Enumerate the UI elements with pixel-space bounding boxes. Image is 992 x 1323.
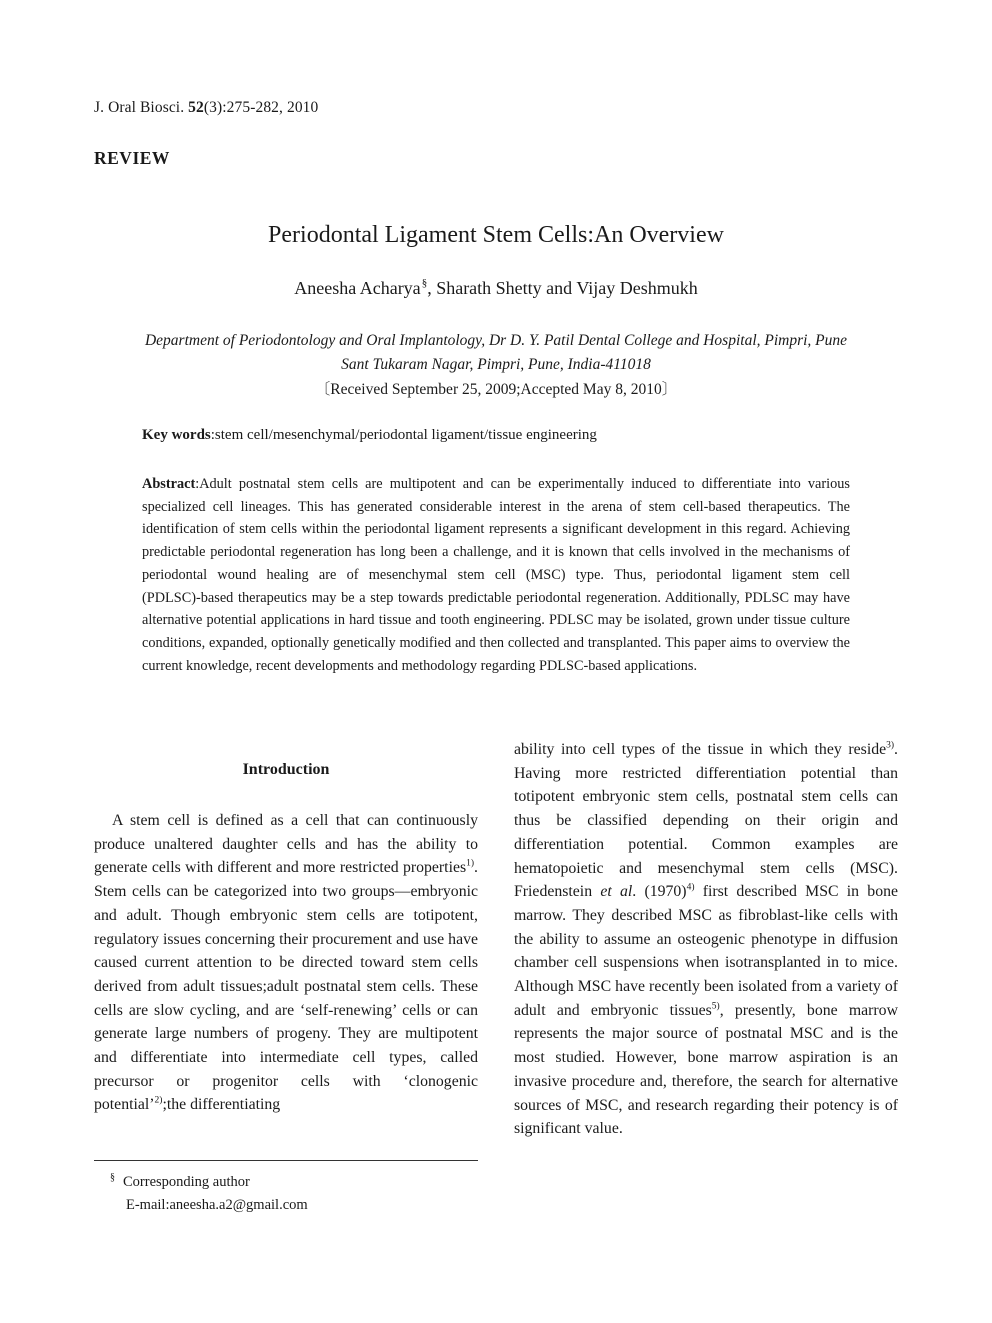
footnote-line-2 bbox=[110, 1194, 308, 1217]
intro-paragraph-continued bbox=[514, 738, 898, 1141]
journal-issue-pages: (3):275‑282, 2010 bbox=[203, 99, 319, 116]
keywords bbox=[142, 427, 597, 444]
reference-mark: 3) bbox=[886, 740, 895, 751]
text-run: first described MSC in bone marrow. They described MSC as fibroblast‑like cells with the ability to assume an osteogenic phenotype in diffusion chamber cell suspensions when isotransplanted in to mice. Although MSC have recently been isolated from a variety of adult and embryonic tissues bbox=[514, 883, 899, 1019]
keywords-text: stem cell/mesenchymal/periodontal ligament/tissue engineering bbox=[214, 427, 597, 443]
affiliation-line-2: Sant Tukaram Nagar, Pimpri, Pune, India‑411018 bbox=[341, 356, 651, 373]
et-al: et al bbox=[600, 883, 633, 901]
footnote-mark: § bbox=[110, 1172, 115, 1183]
keywords-label: Key words bbox=[142, 427, 211, 443]
affiliation-line-1: Department of Periodontology and Oral Implantology, Dr D. Y. Patil Dental College and Hospital, Pimpri, Pune bbox=[144, 332, 848, 349]
section-heading-introduction: Introduction bbox=[242, 761, 330, 778]
text-run: . Having more restricted differentiation potential than totipotent embryonic stem cells, postnatal stem cells can thus be classified depending on their origin and differentiation potential. Common examples are hematopoietic and mesenchymal stem cells (MSC). Friedenstein bbox=[514, 741, 898, 901]
text-run: . (1970) bbox=[632, 883, 687, 901]
footnote-divider bbox=[94, 1160, 478, 1161]
section-label: REVIEW bbox=[94, 148, 170, 168]
text-run: . Stem cells can be categorized into two groups—embryonic and adult. Though embryonic stem cells are totipotent, regulatory issues concerning their procurement and use have caused current attention to be directed toward stem cells derived from adult tissues;adult postnatal stem cells. These cells are slow cycling, and are ‘self‑renewing’ cells or can generate large numbers of progeny. They are multipotent and differentiate into intermediate cell types, called precursor or progenitor cells with ‘clonogenic potential’ bbox=[94, 859, 478, 1114]
journal-prefix: J. Oral Biosci. bbox=[94, 99, 189, 116]
email-address[interactable]: aneesha.a2@gmail.com bbox=[169, 1196, 308, 1213]
article-title: Periodontal Ligament Stem Cells:An Overview bbox=[268, 222, 724, 248]
author-list bbox=[0, 278, 992, 299]
body-column-left bbox=[94, 809, 478, 1117]
text-run: A stem cell is defined as a cell that can continuously produce unaltered daughter cells and has the ability to generate cells with different and more restricted properties bbox=[94, 812, 478, 877]
body-column-right bbox=[514, 738, 898, 1141]
abstract-text: Adult postnatal stem cells are multipotent and can be experimentally induced to differentiate into various specialized cell lineages. This has generated considerable interest in the arena of stem cell‑based therapeutics. The identification of stem cells within the periodontal ligament represents a significant development in this regard. Achieving predictable periodontal regeneration has long been a challenge, and it is known that cells involved in the mechanisms of periodontal wound healing are of mesenchymal stem cell (MSC) type. Thus, periodontal ligament stem cell (PDLSC)‑based therapeutics may be a step towards predictable periodontal regeneration. Additionally, PDLSC may have alternative potential applications in hard tissue and tooth engineering. PDLSC may be isolated, grown under tissue culture conditions, expanded, optionally genetically modified and then collected and transplanted. This paper aims to overview the current knowledge, recent developments and methodology regarding PDLSC‑based applications. bbox=[142, 476, 850, 674]
text-run: ability into cell types of the tissue in which they reside bbox=[514, 741, 887, 758]
reference-mark: 1) bbox=[466, 859, 475, 870]
journal-volume: 52 bbox=[188, 99, 204, 116]
abstract bbox=[142, 473, 850, 677]
abstract-sep: : bbox=[195, 476, 200, 492]
author-rest: , Sharath Shetty and Vijay Deshmukh bbox=[427, 278, 698, 298]
abstract-label: Abstract bbox=[142, 476, 196, 492]
footnote-corresponding: Corresponding author bbox=[123, 1173, 250, 1190]
text-run: ;the differentiating bbox=[162, 1096, 281, 1114]
affiliation bbox=[0, 329, 992, 377]
footnote-line-1 bbox=[110, 1166, 308, 1194]
email-label: E‑mail: bbox=[126, 1196, 170, 1213]
footnote bbox=[110, 1166, 308, 1217]
received-dates: 〔Received September 25, 2009;Accepted May 8, 2010〕 bbox=[314, 381, 678, 398]
reference-mark: 2) bbox=[154, 1096, 163, 1107]
intro-paragraph-1 bbox=[94, 809, 478, 1117]
journal-citation bbox=[94, 99, 318, 117]
keywords-sep: : bbox=[210, 427, 215, 443]
reference-mark: 5) bbox=[711, 1001, 720, 1012]
corresponding-mark: § bbox=[421, 277, 428, 289]
reference-mark: 4) bbox=[686, 882, 695, 893]
author-first: Aneesha Acharya bbox=[294, 278, 421, 298]
text-run: , presently, bone marrow represents the major source of postnatal MSC and is the most studied. However, bone marrow aspiration is an invasive procedure and, therefore, the search for alternative sources of MSC, and research regarding their potency is of significant value. bbox=[514, 1001, 898, 1138]
